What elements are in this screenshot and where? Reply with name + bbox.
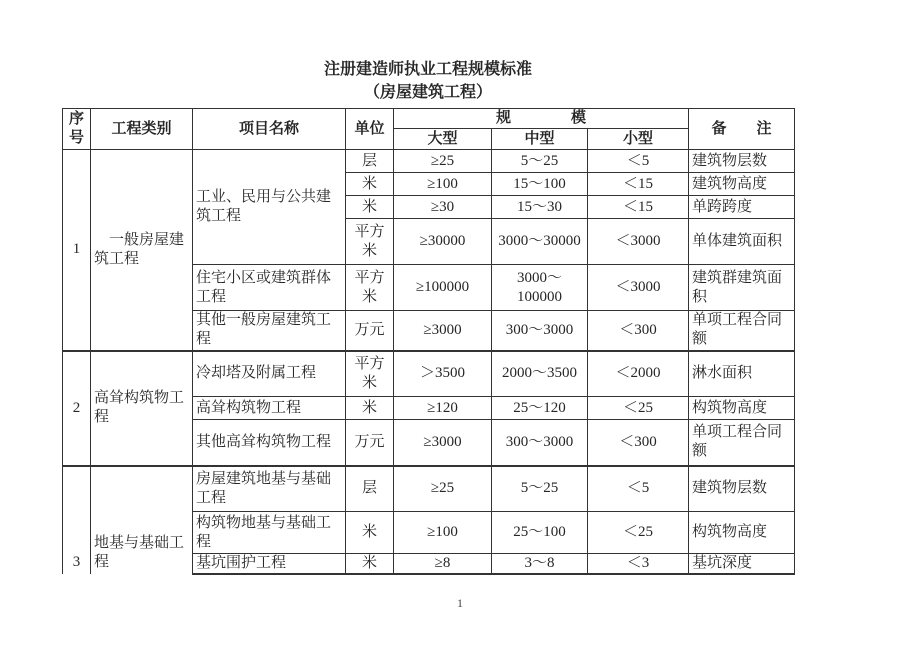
medium-cell: 3000～100000 bbox=[492, 265, 588, 311]
unit-cell: 层 bbox=[346, 150, 394, 173]
small-cell: ＜25 bbox=[588, 397, 689, 420]
document-subtitle: （房屋建筑工程） bbox=[363, 84, 492, 101]
col-header-scale: 规 模 bbox=[394, 109, 689, 129]
remark-cell: 构筑物高度 bbox=[689, 512, 795, 554]
category-cell: 一般房屋建筑工程 bbox=[91, 150, 193, 351]
remark-cell: 构筑物高度 bbox=[689, 397, 795, 420]
remark-cell: 建筑群建筑面积 bbox=[689, 265, 795, 311]
remark-cell: 单项工程合同额 bbox=[689, 420, 795, 466]
category-cell: 高耸构筑物工程 bbox=[91, 351, 193, 466]
unit-cell: 米 bbox=[346, 397, 394, 420]
project-cell: 高耸构筑物工程 bbox=[193, 397, 346, 420]
unit-cell: 万元 bbox=[346, 311, 394, 351]
large-cell: ≥100 bbox=[394, 173, 492, 196]
project-cell: 其他高耸构筑物工程 bbox=[193, 420, 346, 466]
remark-cell: 建筑物层数 bbox=[689, 150, 795, 173]
remark-cell: 单跨跨度 bbox=[689, 196, 795, 219]
unit-cell: 层 bbox=[346, 466, 394, 512]
col-header-project: 项目名称 bbox=[193, 109, 346, 150]
project-cell: 住宅小区或建筑群体工程 bbox=[193, 265, 346, 311]
remark-cell: 淋水面积 bbox=[689, 351, 795, 397]
large-cell: ≥25 bbox=[394, 150, 492, 173]
medium-cell: 3000～30000 bbox=[492, 219, 588, 265]
medium-cell: 3～8 bbox=[492, 554, 588, 575]
project-cell: 基坑围护工程 bbox=[193, 554, 346, 575]
category-cell: 地基与基础工程 bbox=[91, 466, 193, 575]
small-cell: ＜300 bbox=[588, 420, 689, 466]
table-row bbox=[63, 150, 795, 173]
large-cell: ≥100 bbox=[394, 512, 492, 554]
table-row bbox=[63, 466, 795, 512]
large-cell: ≥8 bbox=[394, 554, 492, 575]
small-cell: ＜3000 bbox=[588, 265, 689, 311]
large-cell: ≥100000 bbox=[394, 265, 492, 311]
col-header-category: 工程类别 bbox=[91, 109, 193, 150]
project-cell: 其他一般房屋建筑工程 bbox=[193, 311, 346, 351]
small-cell: ＜5 bbox=[588, 466, 689, 512]
small-cell: ＜2000 bbox=[588, 351, 689, 397]
scale-standards-table bbox=[62, 108, 795, 575]
medium-cell: 5～25 bbox=[492, 466, 588, 512]
section-no: 3 bbox=[63, 466, 91, 575]
project-cell: 构筑物地基与基础工程 bbox=[193, 512, 346, 554]
small-cell: ＜15 bbox=[588, 173, 689, 196]
table-row bbox=[63, 351, 795, 397]
medium-cell: 25～100 bbox=[492, 512, 588, 554]
project-cell: 冷却塔及附属工程 bbox=[193, 351, 346, 397]
col-header-remark: 备 注 bbox=[689, 109, 795, 150]
unit-cell: 米 bbox=[346, 173, 394, 196]
remark-cell: 单项工程合同额 bbox=[689, 311, 795, 351]
medium-cell: 5～25 bbox=[492, 150, 588, 173]
col-header-unit: 单位 bbox=[346, 109, 394, 150]
unit-cell: 平方米 bbox=[346, 351, 394, 397]
medium-cell: 2000～3500 bbox=[492, 351, 588, 397]
small-cell: ＜3 bbox=[588, 554, 689, 575]
remark-cell: 基坑深度 bbox=[689, 554, 795, 575]
small-cell: ＜5 bbox=[588, 150, 689, 173]
remark-cell: 建筑物高度 bbox=[689, 173, 795, 196]
large-cell: ≥120 bbox=[394, 397, 492, 420]
large-cell: ≥30000 bbox=[394, 219, 492, 265]
medium-cell: 300～3000 bbox=[492, 420, 588, 466]
medium-cell: 25～120 bbox=[492, 397, 588, 420]
document-title: 注册建造师执业工程规模标准 bbox=[323, 61, 532, 78]
large-cell: ≥3000 bbox=[394, 420, 492, 466]
large-cell: ≥25 bbox=[394, 466, 492, 512]
col-header-small: 小型 bbox=[588, 129, 689, 150]
large-cell: ≥30 bbox=[394, 196, 492, 219]
unit-cell: 米 bbox=[346, 196, 394, 219]
header-row-1 bbox=[63, 109, 795, 129]
unit-cell: 万元 bbox=[346, 420, 394, 466]
document-header bbox=[62, 58, 794, 104]
unit-cell: 平方米 bbox=[346, 265, 394, 311]
section-no: 1 bbox=[63, 150, 91, 351]
section-no: 2 bbox=[63, 351, 91, 466]
large-cell: ＞3500 bbox=[394, 351, 492, 397]
unit-cell: 平方米 bbox=[346, 219, 394, 265]
remark-cell: 单体建筑面积 bbox=[689, 219, 795, 265]
col-header-large: 大型 bbox=[394, 129, 492, 150]
medium-cell: 15～30 bbox=[492, 196, 588, 219]
medium-cell: 15～100 bbox=[492, 173, 588, 196]
remark-cell: 建筑物层数 bbox=[689, 466, 795, 512]
small-cell: ＜300 bbox=[588, 311, 689, 351]
project-cell: 工业、民用与公共建筑工程 bbox=[193, 150, 346, 265]
small-cell: ＜15 bbox=[588, 196, 689, 219]
project-cell: 房屋建筑地基与基础工程 bbox=[193, 466, 346, 512]
small-cell: ＜3000 bbox=[588, 219, 689, 265]
col-header-medium: 中型 bbox=[492, 129, 588, 150]
unit-cell: 米 bbox=[346, 554, 394, 575]
unit-cell: 米 bbox=[346, 512, 394, 554]
col-header-no: 序号 bbox=[63, 109, 91, 150]
small-cell: ＜25 bbox=[588, 512, 689, 554]
medium-cell: 300～3000 bbox=[492, 311, 588, 351]
large-cell: ≥3000 bbox=[394, 311, 492, 351]
page-number: 1 bbox=[457, 596, 463, 610]
